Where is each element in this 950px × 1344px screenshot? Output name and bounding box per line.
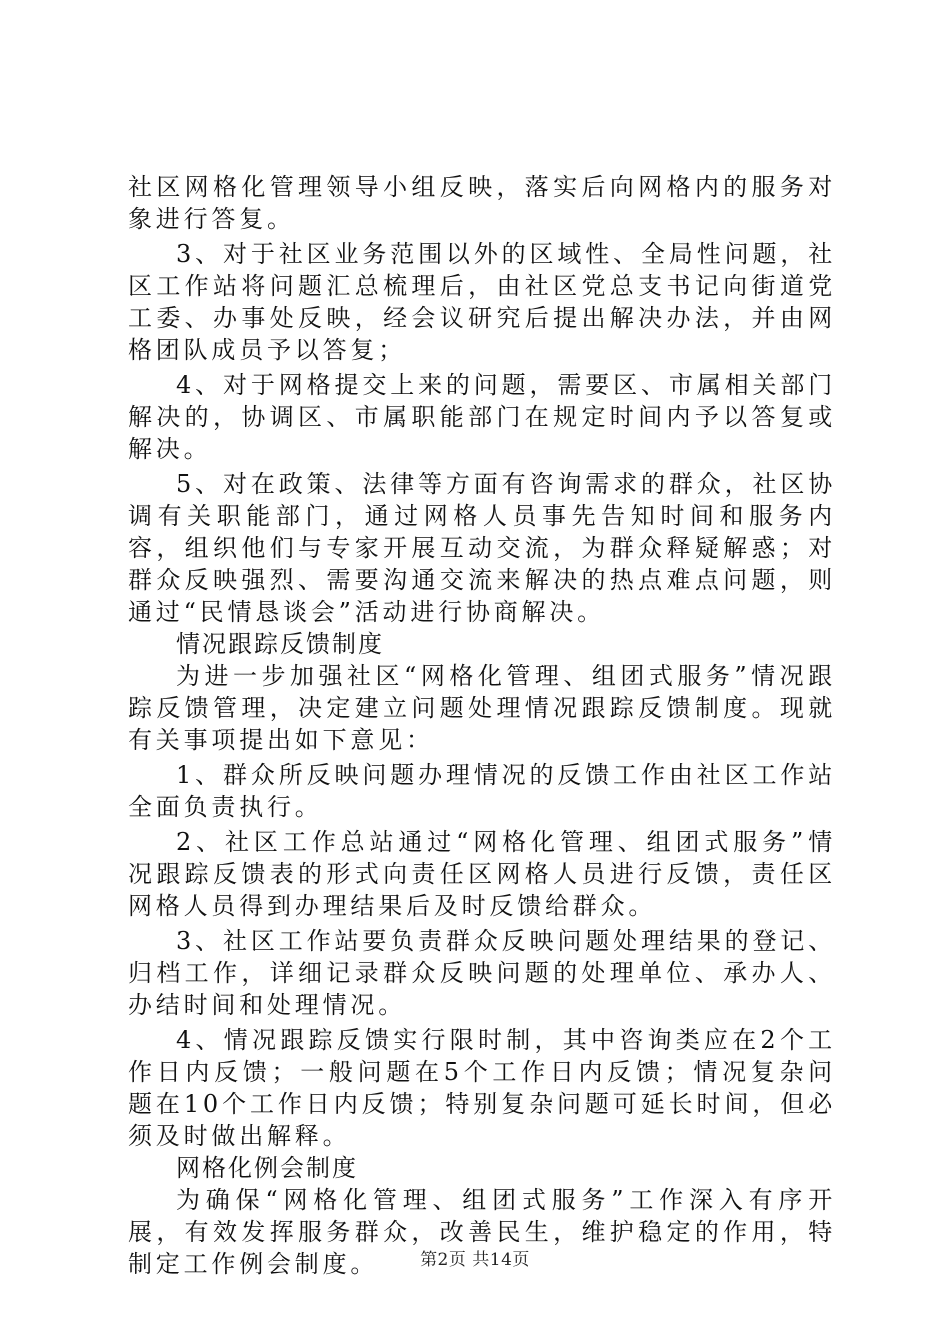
paragraph-intro-meeting: 为确保“网格化管理、组团式服务”工作深入有序开展，有效发挥服务群众，改善民生，维护稳定的作用，特制定工作例会制度。 [128,1186,836,1278]
paragraph-tracking-item-1: 1、群众所反映问题办理情况的反馈工作由社区工作站全面负责执行。 [128,761,836,821]
paragraph-item-5: 5、对在政策、法律等方面有咨询需求的群众，社区协调有关职能部门，通过网格人员事先告知时间和服务内容，组织他们与专家开展互动交流，为群众释疑解惑；对群众反映强烈、需要沟通交流来解决的热点难点问题，则通过“民情恳谈会”活动进行协商解决。 [128,470,836,626]
paragraph-tracking-item-3: 3、社区工作站要负责群众反映问题处理结果的登记、归档工作，详细记录群众反映问题的处理单位、承办人、办结时间和处理情况。 [128,927,836,1019]
paragraph-item-4: 4、对于网格提交上来的问题，需要区、市属相关部门解决的，协调区、市属职能部门在规定时间内予以答复或解决。 [128,371,836,463]
document-body [128,171,836,1280]
paragraph-intro-tracking: 为进一步加强社区“网格化管理、组团式服务”情况跟踪反馈管理，决定建立问题处理情况跟踪反馈制度。现就有关事项提出如下意见： [128,662,836,754]
paragraph-tracking-item-4: 4、情况跟踪反馈实行限时制，其中咨询类应在2个工作日内反馈；一般问题在5个工作日内反馈；情况复杂问题在10个工作日内反馈；特别复杂问题可延长时间，但必须及时做出解释。 [128,1026,836,1150]
paragraph-item-3: 3、对于社区业务范围以外的区域性、全局性问题，社区工作站将问题汇总梳理后，由社区党总支书记向街道党工委、办事处反映，经会议研究后提出解决办法，并由网格团队成员予以答复； [128,240,836,364]
page-number-footer: 第2页 共14页 [420,1250,530,1270]
section-heading-grid-meeting: 网格化例会制度 [176,1154,358,1182]
section-heading-tracking-feedback: 情况跟踪反馈制度 [176,630,384,658]
paragraph-tracking-item-2: 2、社区工作总站通过“网格化管理、组团式服务”情况跟踪反馈表的形式向责任区网格人员进行反馈，责任区网格人员得到办理结果后及时反馈给群众。 [128,828,836,920]
paragraph-continuation: 社区网格化管理领导小组反映，落实后向网格内的服务对象进行答复。 [128,173,836,233]
